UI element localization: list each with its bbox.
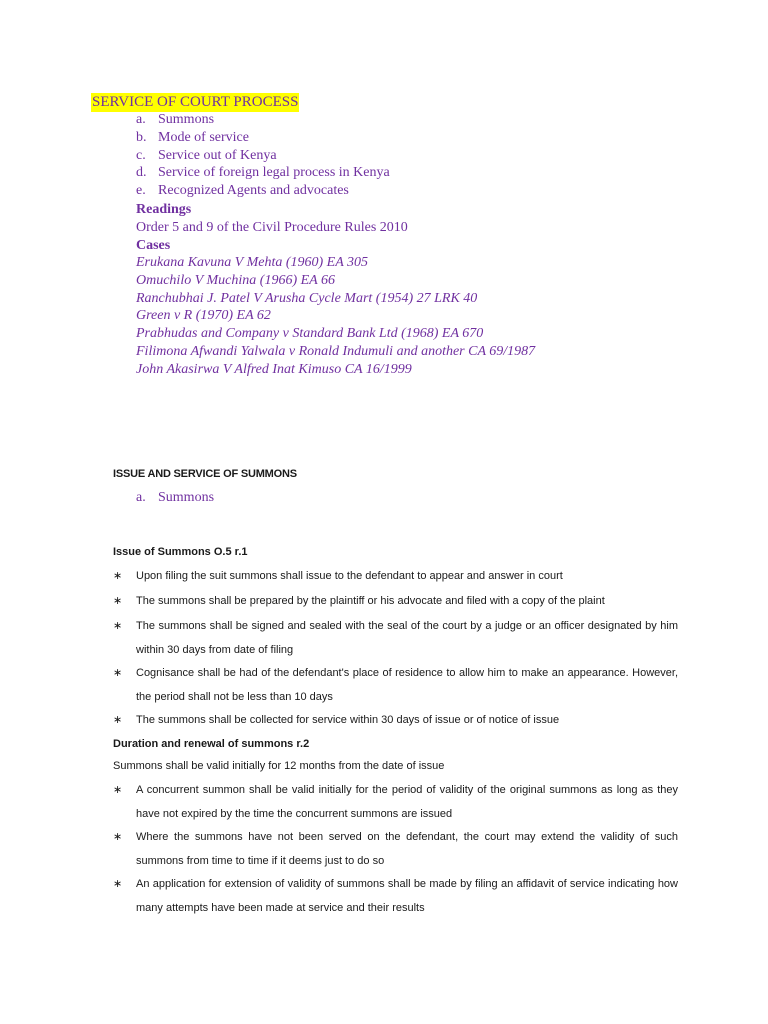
list-item: ∗ The summons shall be prepared by the plaintiff or his advocate and filed with a copy of the plaint — [113, 589, 678, 613]
list-item: ∗ The summons shall be collected for service within 30 days of issue or of notice of issue — [113, 708, 678, 732]
section-heading: ISSUE AND SERVICE OF SUMMONS — [113, 468, 297, 480]
outline-item: d. Service of foreign legal process in Kenya — [136, 165, 390, 181]
case-item: Ranchubhai J. Patel V Arusha Cycle Mart (1954) 27 LRK 40 — [136, 290, 478, 306]
duration-heading: Duration and renewal of summons r.2 — [113, 738, 310, 750]
bullet-icon: ∗ — [113, 878, 123, 890]
bullet-icon: ∗ — [113, 831, 123, 843]
list-item: ∗ A concurrent summon shall be valid initially for the period of validity of the original summons as long as they have not expired by the time the concurrent summons are issued — [113, 778, 678, 826]
bullet-icon: ∗ — [113, 784, 123, 796]
readings-text: Order 5 and 9 of the Civil Procedure Rules 2010 — [136, 219, 408, 235]
case-item: Erukana Kavuna V Mehta (1960) EA 305 — [136, 255, 369, 270]
topic-outline — [136, 111, 390, 200]
outline-item: a. Summons — [136, 112, 215, 127]
bullet-icon: ∗ — [113, 620, 123, 632]
list-item: ∗ An application for extension of validity of summons shall be made by filing an affidavit of service indicating how many attempts have been made at service and their results — [113, 872, 678, 920]
list-item: ∗ Cognisance shall be had of the defendant's place of residence to allow him to make an appearance. However, the period shall not be less than 10 days — [113, 661, 678, 709]
readings-heading: Readings — [136, 202, 192, 217]
bullet-icon: ∗ — [113, 595, 123, 607]
case-item: Omuchilo V Muchina (1966) EA 66 — [136, 272, 335, 288]
bullet-icon: ∗ — [113, 667, 123, 679]
duration-intro: Summons shall be valid initially for 12 months from the date of issue — [113, 760, 445, 772]
case-item: John Akasirwa V Alfred Inat Kimuso CA 16/1999 — [136, 361, 412, 377]
case-item: Filimona Afwandi Yalwala v Ronald Indumuli and another CA 69/1987 — [136, 343, 536, 359]
page-title: SERVICE OF COURT PROCESS — [92, 94, 299, 110]
cases-heading: Cases — [136, 237, 171, 253]
readings-section — [136, 201, 408, 254]
outline-item: e. Recognized Agents and advocates — [136, 183, 349, 199]
list-item: ∗ Where the summons have not been served on the defendant, the court may extend the validity of such summons from time to time if it deems just to do so — [113, 825, 678, 873]
subsection-title: a. Summons — [136, 490, 215, 505]
list-item: ∗ The summons shall be signed and sealed with the seal of the court by a judge or an officer designated by him within 30 days from date of filing — [113, 614, 678, 662]
issue-heading: Issue of Summons O.5 r.1 — [113, 546, 248, 558]
outline-item: b. Mode of service — [136, 129, 249, 145]
case-item: Green v R (1970) EA 62 — [136, 308, 271, 324]
case-item: Prabhudas and Company v Standard Bank Ltd (1968) EA 670 — [136, 326, 484, 342]
outline-item: c. Service out of Kenya — [136, 147, 277, 163]
list-item: ∗ Upon filing the suit summons shall issue to the defendant to appear and answer in court — [113, 564, 678, 588]
bullet-icon: ∗ — [113, 570, 123, 582]
bullet-icon: ∗ — [113, 714, 123, 726]
cases-list — [136, 254, 535, 379]
